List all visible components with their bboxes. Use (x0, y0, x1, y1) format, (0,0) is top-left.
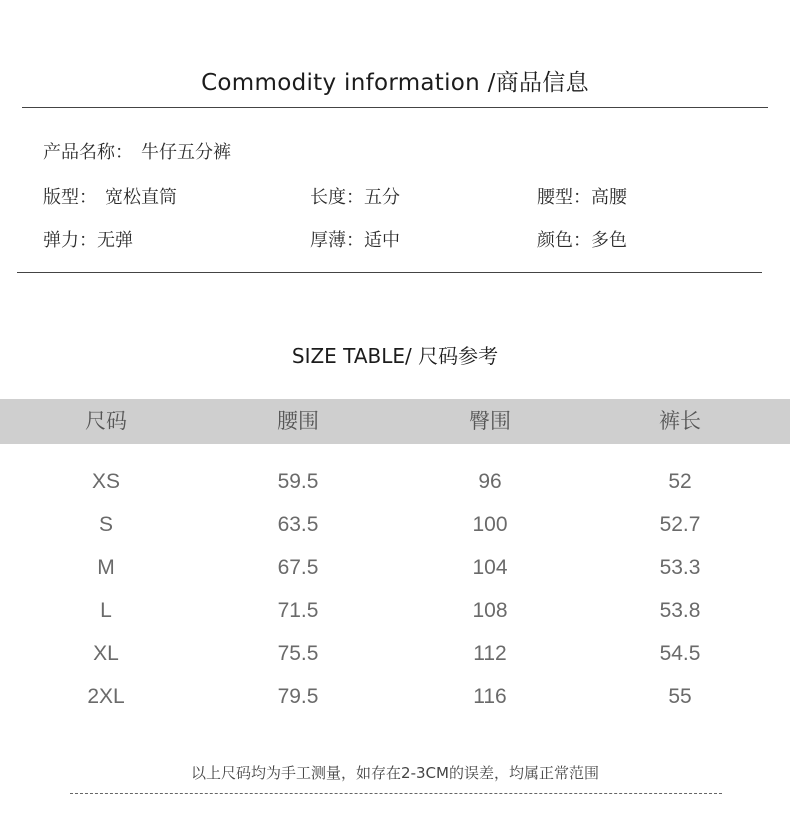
product-name-label: 产品名称： (43, 142, 133, 163)
attr-label: 颜色： (537, 230, 591, 251)
table-cell: M (97, 556, 115, 579)
attr-color (537, 226, 627, 252)
header-size: 尺码 (85, 409, 127, 433)
attr-thickness (310, 226, 400, 252)
table-cell: 59.5 (277, 470, 319, 493)
header-waist: 腰围 (277, 409, 319, 433)
table-cell: 63.5 (277, 513, 319, 536)
title-divider (22, 107, 768, 108)
table-cell: 52 (668, 470, 692, 493)
attr-label: 弹力： (43, 230, 97, 251)
size-table-header (0, 399, 790, 444)
table-cell: 67.5 (277, 556, 319, 579)
attr-value: 多色 (591, 230, 627, 251)
table-cell: 108 (472, 599, 508, 622)
table-cell: 53.3 (659, 556, 701, 579)
attr-value: 宽松直筒 (105, 187, 177, 208)
attr-label: 长度： (310, 187, 364, 208)
table-cell: 112 (473, 642, 507, 665)
attr-label: 版型： (43, 187, 97, 208)
attr-label: 厚薄： (310, 230, 364, 251)
table-cell: 104 (472, 556, 508, 579)
table-cell: 71.5 (277, 599, 319, 622)
table-cell: 116 (473, 685, 507, 708)
header-length: 裤长 (659, 409, 701, 433)
attr-length (310, 183, 400, 209)
attr-stretch (43, 226, 133, 252)
attr-value: 五分 (364, 187, 400, 208)
table-cell: 52.7 (659, 513, 701, 536)
table-cell: 54.5 (659, 642, 701, 665)
table-cell: 53.8 (659, 599, 701, 622)
table-cell: XL (93, 642, 119, 665)
header-hip: 臀围 (469, 409, 511, 433)
table-cell: 2XL (87, 685, 125, 708)
table-cell: L (100, 599, 112, 622)
table-cell: 100 (472, 513, 508, 536)
page-title: Commodity information /商品信息 (201, 70, 589, 96)
table-cell: 96 (478, 470, 502, 493)
measurement-note: 以上尺码均为手工测量，如存在2-3CM的误差，均属正常范围 (191, 764, 599, 782)
product-name-row (43, 138, 231, 164)
table-cell: XS (91, 470, 120, 493)
table-cell: 79.5 (277, 685, 319, 708)
attr-value: 高腰 (591, 187, 627, 208)
attr-value: 适中 (364, 230, 400, 251)
product-name-value: 牛仔五分裤 (141, 142, 231, 163)
table-cell: 75.5 (277, 642, 319, 665)
attr-waist (537, 183, 627, 209)
table-cell: 55 (668, 685, 692, 708)
attr-fit (43, 183, 177, 209)
info-divider (17, 272, 762, 273)
attr-value: 无弹 (97, 230, 133, 251)
size-table-title: SIZE TABLE/ 尺码参考 (291, 344, 499, 368)
table-cell: S (98, 513, 113, 536)
dashed-divider (70, 793, 722, 794)
attr-label: 腰型： (537, 187, 591, 208)
